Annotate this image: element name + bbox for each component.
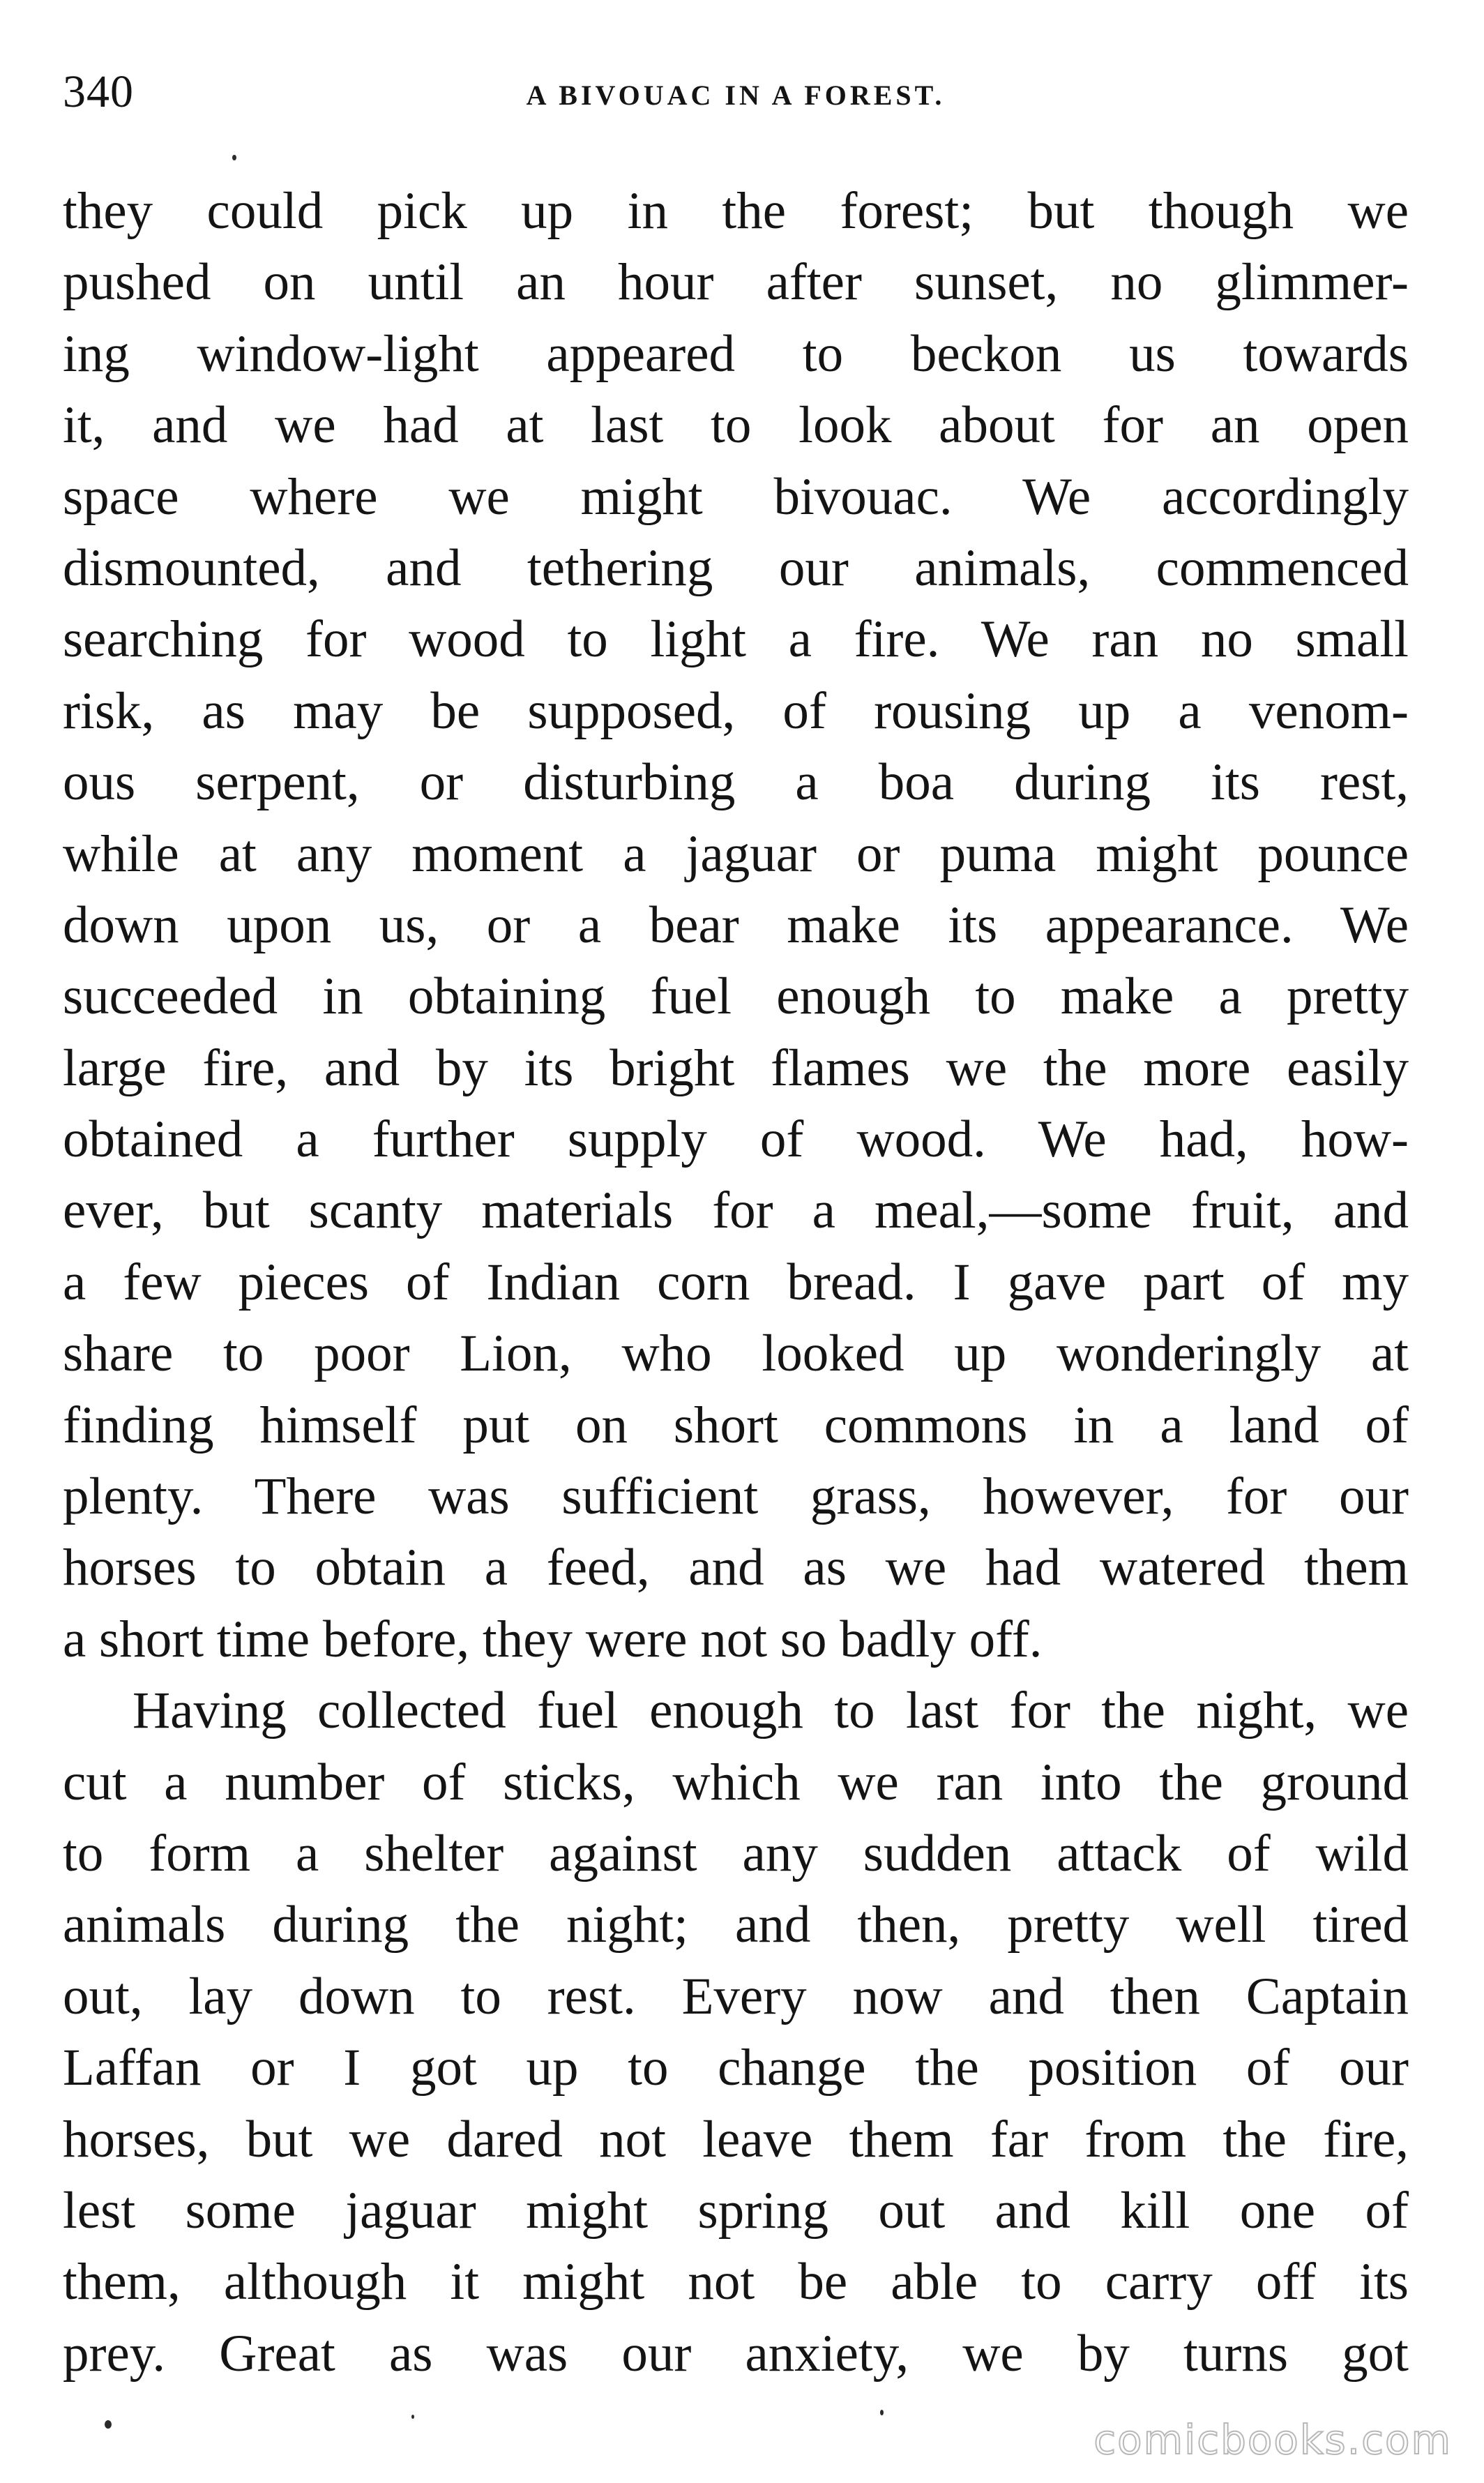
print-speck	[411, 2415, 414, 2419]
text-line: Laffan or I got up to change the position of our	[63, 2039, 1409, 2097]
body-text	[63, 176, 1409, 2390]
page-number: 340	[63, 66, 134, 117]
text-line: share to poor Lion, who looked up wonderingly at	[63, 1324, 1409, 1383]
text-line: searching for wood to light a fire. We ran no small	[63, 610, 1409, 669]
text-line: it, and we had at last to look about for an open	[63, 396, 1409, 455]
text-line: ever, but scanty materials for a meal,—some fruit, and	[63, 1182, 1409, 1240]
site-watermark: comicbooks.com	[1093, 2416, 1452, 2463]
text-line: a few pieces of Indian corn bread. I gave part of my	[63, 1253, 1409, 1311]
text-line: lest some jaguar might spring out and kill one of	[63, 2181, 1409, 2240]
text-line: succeeded in obtaining fuel enough to make a pretty	[63, 967, 1409, 1026]
text-line: large fire, and by its bright flames we the more easily	[63, 1039, 1409, 1097]
text-line: space where we might bivouac. We accordingly	[63, 467, 1409, 526]
text-line: horses, but we dared not leave them far from the fire,	[63, 2110, 1409, 2168]
text-line: while at any moment a jaguar or puma might pounce	[63, 824, 1409, 883]
text-line: obtained a further supply of wood. We had, how-	[63, 1110, 1409, 1169]
print-speck	[880, 2410, 884, 2415]
text-line: down upon us, or a bear make its appearance. We	[63, 896, 1409, 954]
text-line: risk, as may be supposed, of rousing up a venom-	[63, 681, 1409, 740]
text-line: out, lay down to rest. Every now and then Captain	[63, 1967, 1409, 2025]
text-line: animals during the night; and then, pretty well tired	[63, 1896, 1409, 1954]
running-head: A BIVOUAC IN A FOREST.	[526, 80, 946, 111]
text-line: they could pick up in the forest; but though we	[63, 182, 1409, 240]
text-line: horses to obtain a feed, and as we had watered them	[63, 1539, 1409, 1597]
text-line: them, although it might not be able to carry off its	[63, 2253, 1409, 2311]
print-speck	[232, 155, 236, 160]
text-line: cut a number of sticks, which we ran into the ground	[63, 1753, 1409, 1811]
text-line: plenty. There was sufficient grass, however, for our	[63, 1467, 1409, 1526]
text-line: pushed on until an hour after sunset, no glimmer-	[63, 253, 1409, 312]
text-line: ous serpent, or disturbing a boa during its rest,	[63, 753, 1409, 812]
text-line: finding himself put on short commons in a land of	[63, 1396, 1409, 1454]
text-line: Having collected fuel enough to last for the night, we	[132, 1682, 1409, 1740]
text-line: ing window-light appeared to beckon us towards	[63, 324, 1409, 383]
text-line: to form a shelter against any sudden attack of wild	[63, 1824, 1409, 1882]
print-speck	[105, 2420, 112, 2429]
text-line: a short time before, they were not so badly off.	[63, 1610, 1043, 1668]
text-line: dismounted, and tethering our animals, commenced	[63, 538, 1409, 597]
text-line: prey. Great as was our anxiety, we by turns got	[63, 2324, 1409, 2383]
page-header	[63, 64, 1409, 120]
